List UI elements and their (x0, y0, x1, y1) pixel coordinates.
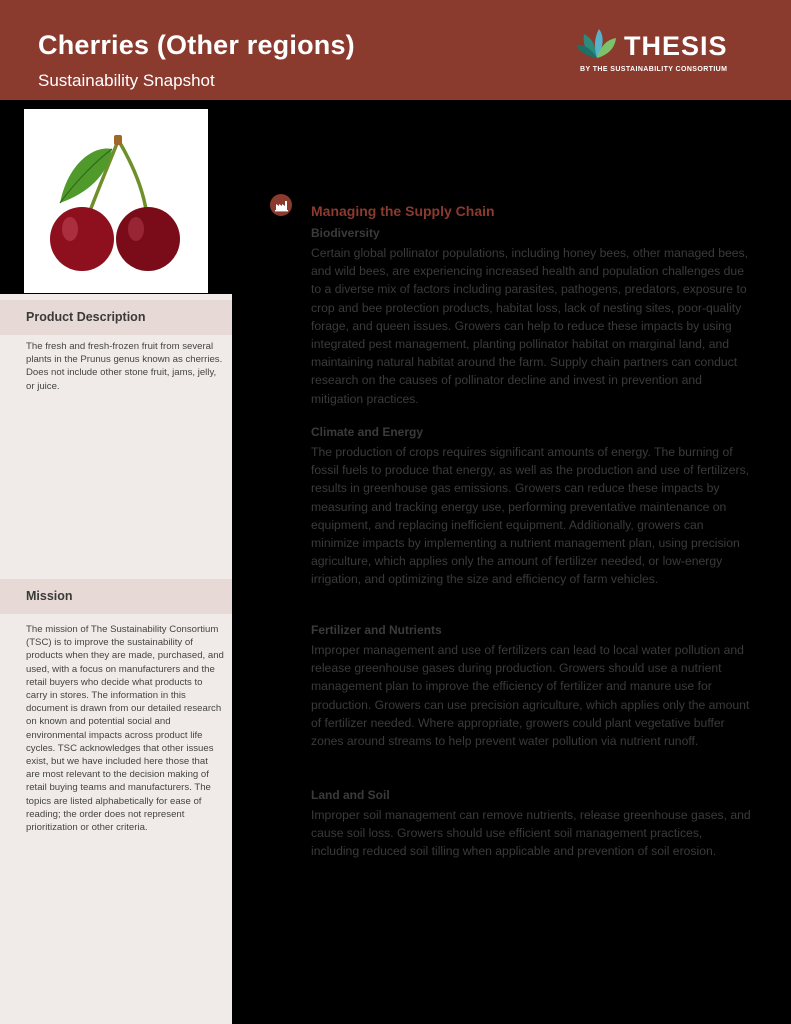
cherries-icon (24, 109, 208, 293)
brand-name: THESIS (624, 31, 728, 61)
cherries-photo (24, 109, 208, 293)
topic-heading-land-soil: Land and Soil (311, 788, 390, 802)
topic-text-biodiversity: Certain global pollinator populations, including honey bees, other managed bees, and wild bees, are experiencing increased health and population challenges due to a diverse mix of factors including parasites, pathogens, predators, exposure to crop and bee protection products, habitat loss, lack of nesting sites, poor-quality forage, and queen issues. Growers can help to reduce these impacts by using integrated pest management, planting pollinator habitat on marginal land, and maintaining natural habitat around the farm. Supply chain partners can conduct research on the causes of pollinator decline and invest in prevention and mitigation practices. (311, 246, 749, 406)
product-description-header (0, 300, 232, 335)
brand-tagline: BY THE SUSTAINABILITY CONSORTIUM (580, 66, 728, 73)
sidebar (0, 294, 232, 1024)
product-description-text: The fresh and fresh-frozen fruit from several plants in the Prunus genus known as cherries. Does not include other stone fruit, jams, jelly, or juice. (26, 341, 223, 392)
mission-heading: Mission (26, 589, 73, 603)
topic-text-climate: The production of crops requires significant amounts of energy. The burning of fossil fuels to produce that energy, as well as the production and use of fertilizers, results in greenhouse gas emissions. Growers can reduce these impacts by measuring and tracking energy use, performing preventative maintenance on equipment, and replacing inefficient equipment. Additionally, growers can minimize impacts by implementing a nutrient management plan, using precision agriculture, which applies only the amount of fertilizer needed, or low-energy irrigation, and optimizing the size and efficiency of farm vehicles. (311, 445, 750, 587)
topic-heading-biodiversity: Biodiversity (311, 226, 380, 240)
product-description-heading: Product Description (26, 310, 146, 324)
topic-heading-climate: Climate and Energy (311, 425, 424, 439)
page-header (0, 0, 791, 100)
topic-heading-fertilizer: Fertilizer and Nutrients (311, 623, 442, 637)
thesis-logo (574, 26, 744, 76)
mission-header (0, 579, 232, 614)
leaf-logo-icon (574, 26, 620, 62)
topic-text-fertilizer: Improper management and use of fertilizers can lead to local water pollution and release greenhouse gases during production. Growers should use a nutrient management plan to improve the efficiency of fertilizer and manure use for production. Growers can use precision agriculture, which applies only the amount of fertilizer needed. Where appropriate, growers could plant vegetative buffer zones around streams to help prevent water pollution via nutrient runoff. (311, 643, 750, 749)
topic-text-land-soil: Improper soil management can remove nutrients, release greenhouse gases, and cause soil loss. Growers should use efficient soil management practices, including reduced soil tilling when applicable and prevention of soil erosion. (311, 808, 751, 859)
section-title: Managing the Supply Chain (311, 203, 495, 219)
factory-icon (270, 194, 292, 216)
page-title: Cherries (Other regions) (38, 30, 355, 60)
page-subtitle: Sustainability Snapshot (38, 71, 215, 90)
mission-text: The mission of The Sustainability Consortium (TSC) is to improve the sustainability of products when they are made, purchased, and used, with a focus on manufacturers and the retail buyers who decide what products to carry in stores. The information in this document is drawn from our detailed research on known and potential social and environmental impacts across product life cycles. TSC acknowledges that other issues exist, but we have included here those that are most relevant to the decision making of retail buying teams and manufacturers. The topics are listed alphabetically for ease of reading; the order does not represent prioritization or other criteria. (26, 624, 224, 834)
